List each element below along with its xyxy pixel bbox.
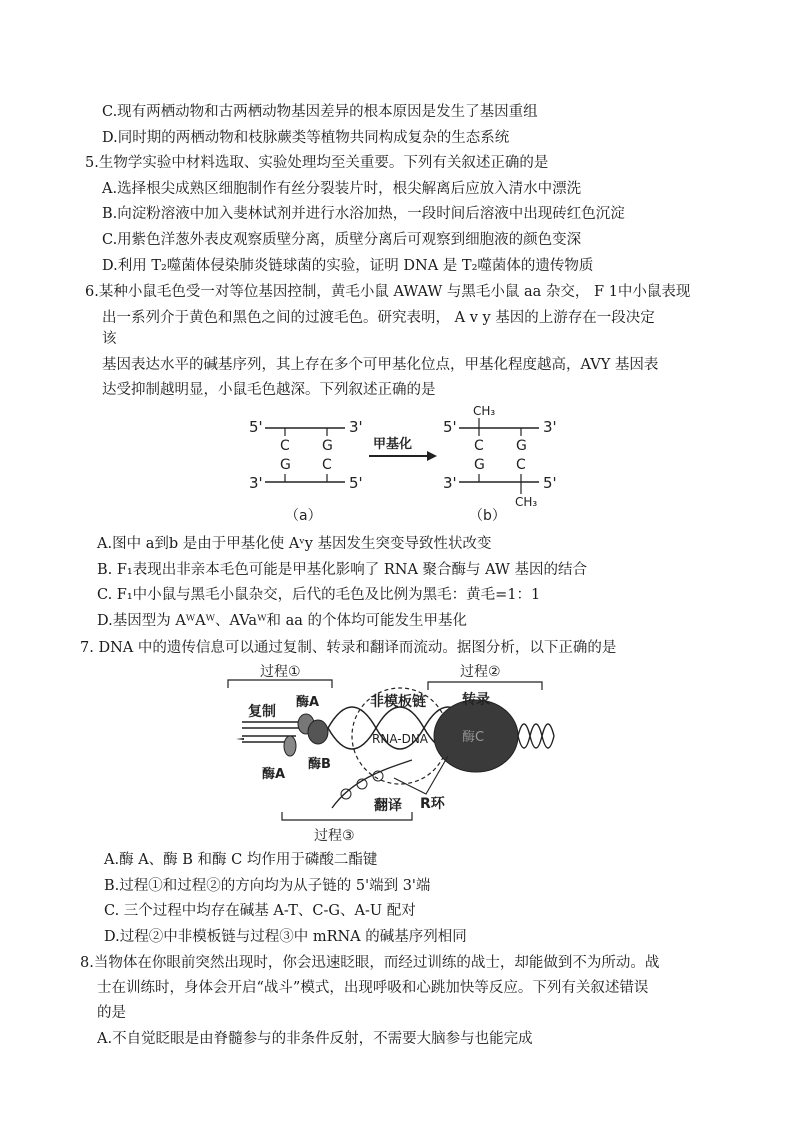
q6-option-c: C. F₁中小鼠与黑毛小鼠杂交，后代的毛色及比例为黑毛：黄毛=1：1 — [97, 587, 541, 603]
replication-arrow — [236, 738, 244, 740]
fig6-arrow-label: 甲基化 — [373, 437, 413, 452]
fig6-arrow-head — [427, 451, 437, 461]
fig6-label-b: （b） — [469, 508, 506, 524]
q4-option-d: D.同时期的两栖动物和枝脉蕨类等植物共同构成复杂的生态系统 — [102, 130, 510, 146]
translation-label: 翻译 — [374, 798, 402, 814]
q8-stem-line3: 的是 — [97, 1005, 126, 1021]
enzyme-b-shape — [308, 720, 328, 744]
downstream-helix — [518, 724, 554, 748]
q5-stem: 5.生物学实验中材料选取、实验处理均至关重要。下列有关叙述正确的是 — [85, 155, 549, 171]
enzyme-a-bottom-shape — [284, 736, 296, 756]
q7-option-c: C. 三个过程中均存在碱基 A-T、C-G、A-U 配对 — [104, 903, 416, 919]
q7-option-d: D.过程②中非模板链与过程③中 mRNA 的碱基序列相同 — [104, 929, 467, 945]
fig6-a-3prime: 3' — [249, 474, 263, 492]
fig6-b-5prime: 5' — [443, 418, 457, 436]
process3-label: 过程③ — [314, 828, 355, 844]
methylation-diagram — [245, 402, 565, 530]
fig6-a-base: G — [322, 438, 333, 454]
fig6-b-base: G — [474, 457, 485, 473]
r-loop-pointer — [394, 756, 448, 794]
q6-option-b: B. F₁表现出非亲本毛色可能是甲基化影响了 RNA 聚合酶与 AW 基因的结合 — [97, 562, 588, 578]
q6-stem-line5: 达受抑制越明显，小鼠毛色越深。下列叙述正确的是 — [102, 382, 436, 398]
enzyme-b-label: 酶B — [308, 757, 331, 772]
q6-stem-line1: 6.某种小鼠毛色受一对等位基因控制，黄毛小鼠 AWAW 与黑毛小鼠 aa 杂交， F 1中小鼠表现 — [85, 284, 691, 300]
q6-stem-line3: 该 — [102, 331, 117, 347]
fig6-a-base: G — [280, 457, 291, 473]
fig6-label-a: （a） — [285, 508, 322, 524]
fig6-b-methyl-top: CH₃ — [473, 404, 496, 418]
r-loop-label: R环 — [420, 796, 445, 812]
q6-stem-line4: 基因表达水平的碱基序列，其上存在多个可甲基化位点，甲基化程度越高，AVY 基因表 — [102, 357, 659, 373]
q5-option-a: A.选择根尖成熟区细胞制作有丝分裂装片时，根尖解离后应放入清水中漂洗 — [102, 181, 582, 197]
fig6-b-5prime-bottom: 5' — [543, 474, 557, 492]
replication-label: 复制 — [248, 704, 276, 720]
q5-option-d: D.利用 T₂噬菌体侵染肺炎链球菌的实验，证明 DNA 是 T₂噬菌体的遗传物质 — [102, 258, 594, 274]
enzyme-c-label: 酶C — [462, 730, 485, 745]
q6-option-a: A.图中 a到b 是由于甲基化使 Aᵛy 基因发生突变导致性状改变 — [97, 536, 492, 552]
fig6-a-3prime-top: 3' — [349, 418, 363, 436]
q5-option-b: B.向淀粉溶液中加入斐林试剂并进行水浴加热，一段时间后溶液中出现砖红色沉淀 — [102, 206, 625, 222]
gene-expression-diagram — [222, 660, 562, 846]
ribosome — [341, 789, 351, 799]
q7-stem: 7. DNA 中的遗传信息可以通过复制、转录和翻译而流动。据图分析，以下正确的是 — [80, 640, 617, 656]
enzyme-a-bottom: 酶A — [262, 767, 286, 782]
process2-label: 过程② — [460, 664, 501, 680]
q6-stem-line2: 出一系列介于黄色和黑色之间的过渡毛色。研究表明， A v y 基因的上游存在一段决定 — [102, 310, 655, 326]
fig6-a-5prime: 5' — [249, 418, 263, 436]
q6-option-d: D.基因型为 AᵂAᵂ、AVaᵂ和 aa 的个体均可能发生甲基化 — [97, 613, 467, 629]
downstream-helix — [518, 724, 554, 748]
q5-option-c: C.用紫色洋葱外表皮观察质壁分离，质壁分离后可观察到细胞液的颜色变深 — [102, 232, 582, 248]
process1-bracket — [228, 680, 332, 688]
fig6-a-5prime-bottom: 5' — [349, 474, 363, 492]
enzyme-a-top: 酶A — [296, 695, 320, 710]
process1-label: 过程① — [260, 664, 301, 680]
q4-option-c: C.现有两栖动物和古两栖动物基因差异的根本原因是发生了基因重组 — [102, 104, 538, 120]
fig6-a-base: C — [322, 457, 332, 473]
process2-bracket — [428, 682, 542, 690]
nontemplate-label: 非模板链 — [370, 694, 426, 710]
q7-option-b: B.过程①和过程②的方向均为从子链的 5'端到 3'端 — [104, 878, 431, 894]
fig6-b-base: G — [516, 438, 527, 454]
fig6-b-3prime-top: 3' — [543, 418, 557, 436]
rna-dna-label: RNA-DNA — [372, 732, 429, 746]
fig6-b-3prime: 3' — [443, 474, 457, 492]
q8-stem-line2: 士在训练时，身体会开启“战斗”模式，出现呼吸和心跳加快等反应。下列有关叙述错误 — [97, 980, 649, 996]
q8-stem-line1: 8.当物体在你眼前突然出现时，你会迅速眨眼，而经过训练的战士，却能做到不为所动。战 — [80, 955, 660, 971]
fig6-b-base: C — [474, 438, 484, 454]
q7-option-a: A.酶 A、酶 B 和酶 C 均作用于磷酸二酯键 — [104, 852, 378, 868]
fig6-b-base: C — [516, 457, 526, 473]
fig6-a-base: C — [280, 438, 290, 454]
fig6-b-methyl-bottom: CH₃ — [515, 495, 538, 509]
transcription-label: 转录 — [462, 692, 490, 708]
q8-option-a: A.不自觉眨眼是由脊髓参与的非条件反射，不需要大脑参与也能完成 — [97, 1031, 533, 1047]
